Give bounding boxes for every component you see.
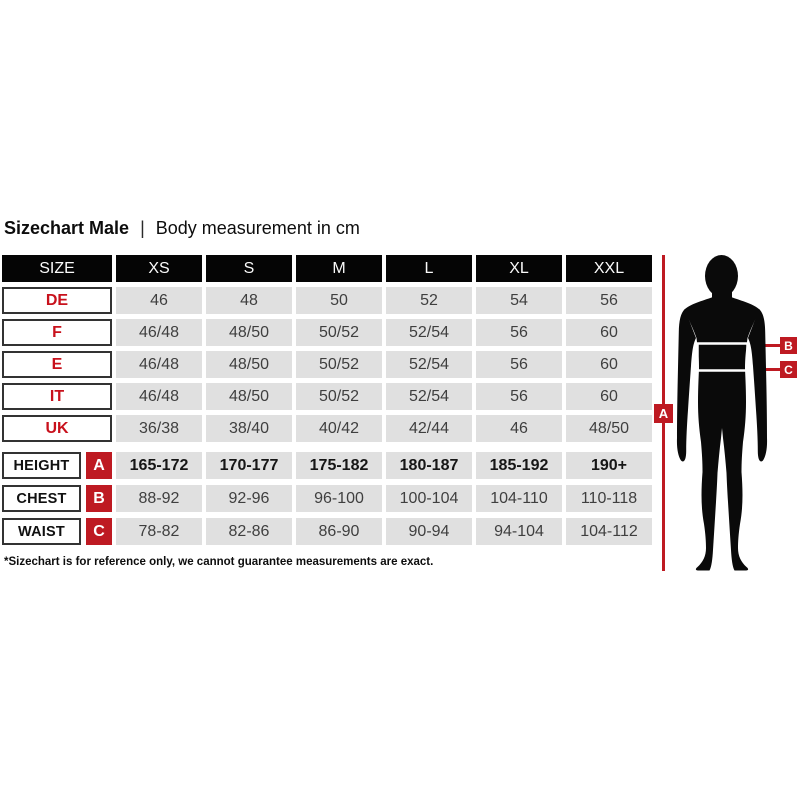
measure-badge-c: C — [86, 518, 112, 545]
measure-badge-a: A — [86, 452, 112, 479]
title-separator: | — [140, 218, 145, 238]
table-cell: 54 — [476, 287, 562, 314]
size-table — [2, 255, 652, 551]
table-cell: 96-100 — [296, 485, 382, 512]
table-cell: 36/38 — [116, 415, 202, 442]
table-cell: 60 — [566, 383, 652, 410]
table-cell: 46/48 — [116, 319, 202, 346]
measure-label: CHEST — [2, 485, 81, 512]
table-cell: 78-82 — [116, 518, 202, 545]
table-cell: 56 — [476, 351, 562, 378]
footnote: *Sizechart is for reference only, we cannot guarantee measurements are exact. — [4, 556, 434, 568]
table-row-f — [2, 319, 652, 346]
figure-badge-height-a: A — [654, 404, 673, 423]
column-header-l: L — [386, 255, 472, 282]
region-label: E — [2, 351, 112, 378]
region-label: IT — [2, 383, 112, 410]
table-cell: 46/48 — [116, 351, 202, 378]
table-cell: 52 — [386, 287, 472, 314]
title-subtitle: Body measurement in cm — [155, 218, 360, 238]
table-cell: 60 — [566, 351, 652, 378]
table-cell: 185-192 — [476, 452, 562, 479]
measure-label: HEIGHT — [2, 452, 81, 479]
measure-label: WAIST — [2, 518, 81, 545]
table-cell: 42/44 — [386, 415, 472, 442]
measure-label-area — [2, 485, 112, 512]
column-header-s: S — [206, 255, 292, 282]
table-row-it — [2, 383, 652, 410]
region-label: DE — [2, 287, 112, 314]
table-cell: 86-90 — [296, 518, 382, 545]
table-row-uk — [2, 415, 652, 442]
figure-badge-waist-c: C — [780, 361, 797, 378]
table-cell: 82-86 — [206, 518, 292, 545]
table-cell: 52/54 — [386, 351, 472, 378]
table-cell: 90-94 — [386, 518, 472, 545]
table-cell: 56 — [476, 383, 562, 410]
table-cell: 56 — [566, 287, 652, 314]
table-cell: 52/54 — [386, 383, 472, 410]
table-cell: 48/50 — [206, 319, 292, 346]
table-cell: 50 — [296, 287, 382, 314]
region-label: UK — [2, 415, 112, 442]
table-cell: 92-96 — [206, 485, 292, 512]
title-main: Sizechart Male — [4, 218, 130, 238]
table-cell: 94-104 — [476, 518, 562, 545]
table-cell: 104-110 — [476, 485, 562, 512]
table-cell: 38/40 — [206, 415, 292, 442]
table-cell: 48 — [206, 287, 292, 314]
table-cell: 50/52 — [296, 383, 382, 410]
column-header-xxl: XXL — [566, 255, 652, 282]
table-cell: 50/52 — [296, 319, 382, 346]
measure-label-area — [2, 518, 112, 545]
male-body-silhouette-icon — [672, 252, 772, 574]
table-cell: 100-104 — [386, 485, 472, 512]
column-header-xl: XL — [476, 255, 562, 282]
measure-rows-group — [2, 452, 652, 545]
column-header-m: M — [296, 255, 382, 282]
measure-label-area — [2, 452, 112, 479]
table-cell: 52/54 — [386, 319, 472, 346]
table-cell: 104-112 — [566, 518, 652, 545]
table-cell: 48/50 — [206, 351, 292, 378]
table-row-e — [2, 351, 652, 378]
table-cell: 48/50 — [566, 415, 652, 442]
page-title — [4, 218, 360, 239]
table-cell: 50/52 — [296, 351, 382, 378]
table-cell: 180-187 — [386, 452, 472, 479]
column-header-xs: XS — [116, 255, 202, 282]
region-label: F — [2, 319, 112, 346]
table-cell: 46/48 — [116, 383, 202, 410]
figure-badge-chest-b: B — [780, 337, 797, 354]
table-cell: 110-118 — [566, 485, 652, 512]
table-cell: 165-172 — [116, 452, 202, 479]
size-corner-header: SIZE — [2, 255, 112, 282]
table-cell: 40/42 — [296, 415, 382, 442]
table-cell: 48/50 — [206, 383, 292, 410]
table-cell: 170-177 — [206, 452, 292, 479]
table-cell: 46 — [476, 415, 562, 442]
measure-badge-b: B — [86, 485, 112, 512]
table-row-waist — [2, 518, 652, 545]
table-header-row — [2, 255, 652, 282]
table-cell: 88-92 — [116, 485, 202, 512]
table-cell: 190+ — [566, 452, 652, 479]
table-row-height — [2, 452, 652, 479]
table-row-de — [2, 287, 652, 314]
region-rows-group — [2, 287, 652, 442]
table-cell: 60 — [566, 319, 652, 346]
table-cell: 46 — [116, 287, 202, 314]
table-row-chest — [2, 485, 652, 512]
table-cell: 56 — [476, 319, 562, 346]
table-cell: 175-182 — [296, 452, 382, 479]
